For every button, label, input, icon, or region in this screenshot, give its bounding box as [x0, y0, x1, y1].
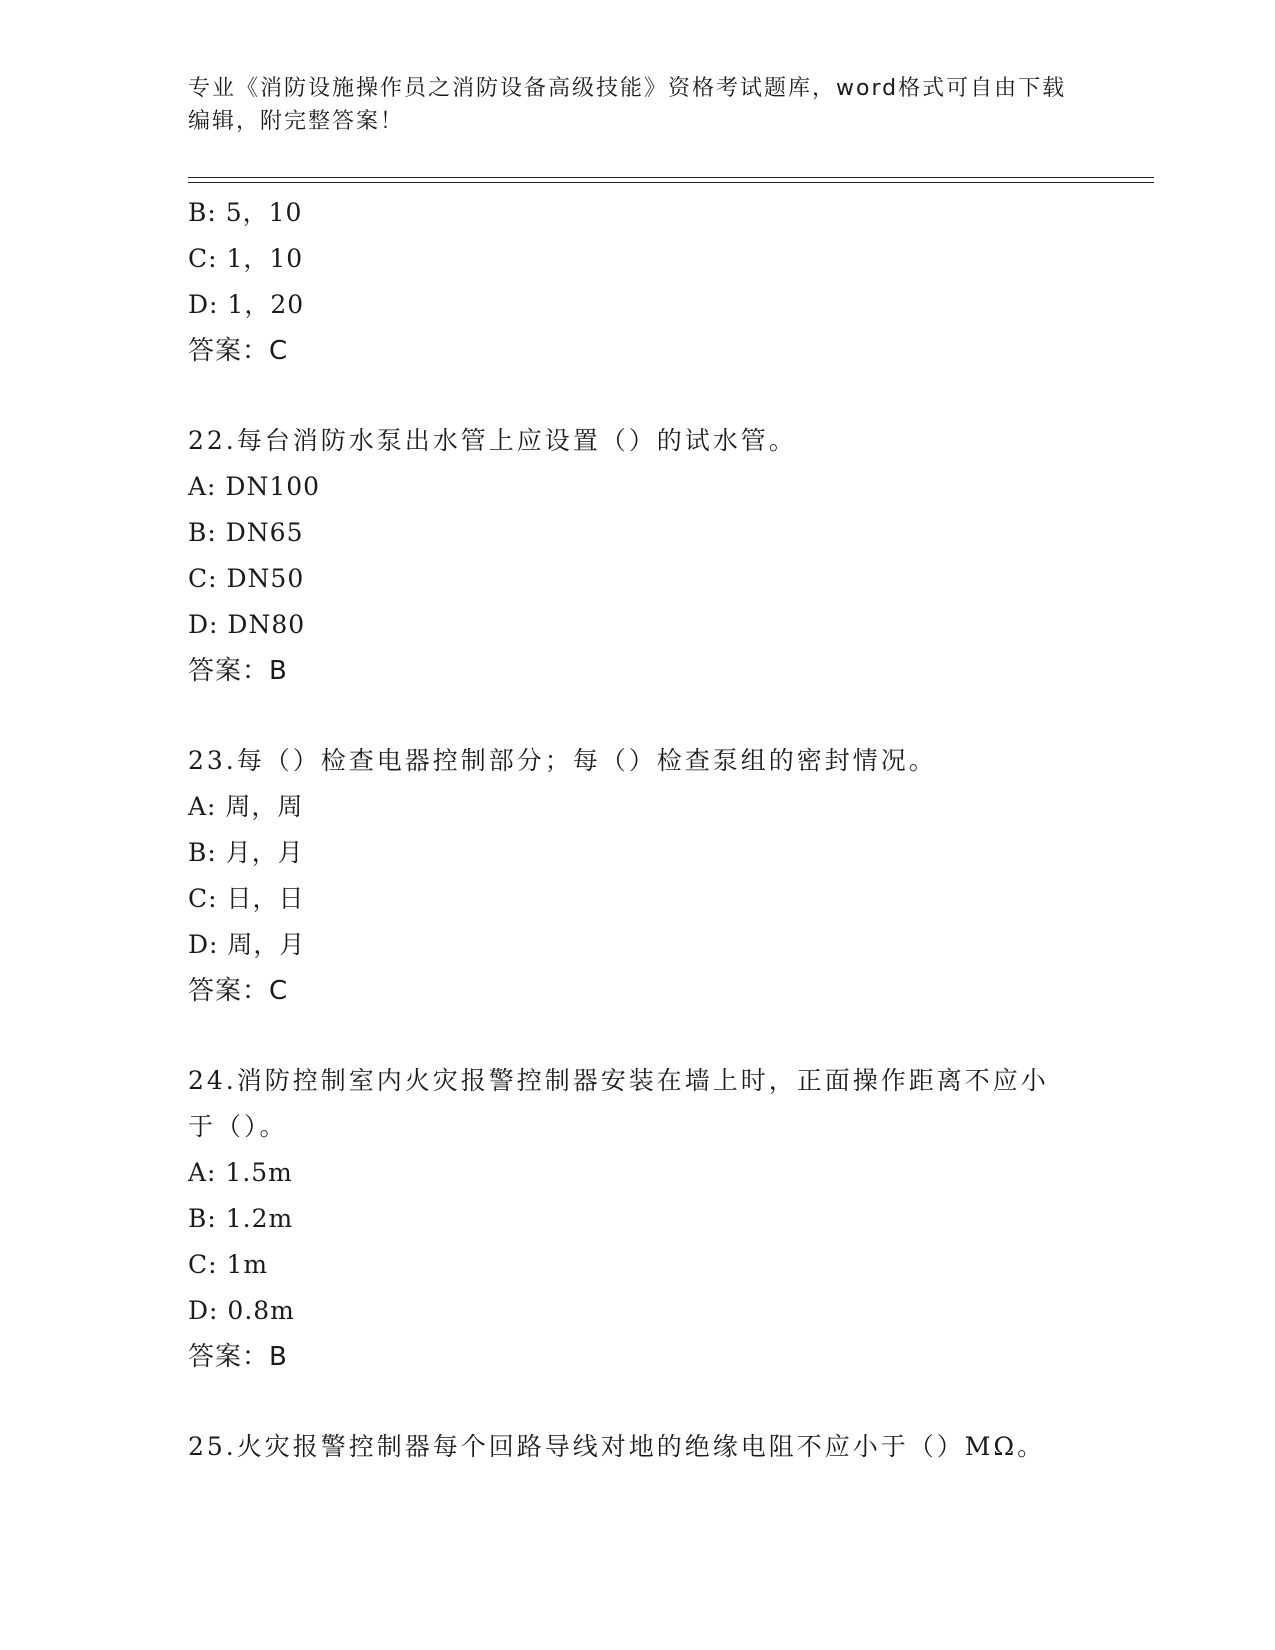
spacer — [188, 1014, 1088, 1058]
question-stem-line-2: 于（）。 — [188, 1112, 288, 1141]
option-d: D: 0.8m — [188, 1296, 295, 1325]
option-c: C: 1m — [188, 1250, 269, 1279]
spacer — [188, 694, 1088, 738]
document-header — [188, 72, 1068, 138]
option-d: D: 1，20 — [188, 290, 305, 319]
spacer — [188, 374, 1088, 418]
option-c: C: 日，日 — [188, 884, 305, 913]
option-c: C: DN50 — [188, 564, 305, 593]
answer-label: 答案：B — [188, 1342, 288, 1372]
option-b: B: 1.2m — [188, 1204, 294, 1233]
question-stem: 25.火灾报警控制器每个回路导线对地的绝缘电阻不应小于（）MΩ。 — [188, 1432, 1046, 1461]
option-b: B: DN65 — [188, 518, 304, 547]
header-intro-text: 专业《消防设施操作员之消防设备高级技能》资格考试题库，word格式可自由下载编辑，附完整答案！ — [188, 76, 1067, 134]
header-rule-top — [188, 177, 1154, 178]
answer-label: 答案：C — [188, 336, 289, 366]
question-24 — [188, 1058, 1088, 1380]
option-d: D: 周，月 — [188, 930, 306, 959]
question-21-tail — [188, 190, 1088, 374]
header-rule-bottom — [188, 182, 1154, 183]
question-list — [188, 190, 1088, 1470]
option-c: C: 1，10 — [188, 244, 304, 273]
answer-label: 答案：C — [188, 976, 289, 1006]
option-a: A: 周，周 — [188, 792, 304, 821]
option-b: B: 月，月 — [188, 838, 304, 867]
option-b: B: 5，10 — [188, 198, 303, 227]
question-23 — [188, 738, 1088, 1014]
question-22 — [188, 418, 1088, 694]
answer-label: 答案：B — [188, 656, 288, 686]
option-a: A: 1.5m — [188, 1158, 293, 1187]
question-stem: 22.每台消防水泵出水管上应设置（）的试水管。 — [188, 426, 797, 455]
option-a: A: DN100 — [188, 472, 321, 501]
question-stem: 23.每（）检查电器控制部分；每（）检查泵组的密封情况。 — [188, 746, 937, 775]
question-stem-line-1: 24.消防控制室内火灾报警控制器安装在墙上时，正面操作距离不应小 — [188, 1066, 1049, 1095]
option-d: D: DN80 — [188, 610, 306, 639]
question-25 — [188, 1424, 1088, 1470]
spacer — [188, 1380, 1088, 1424]
